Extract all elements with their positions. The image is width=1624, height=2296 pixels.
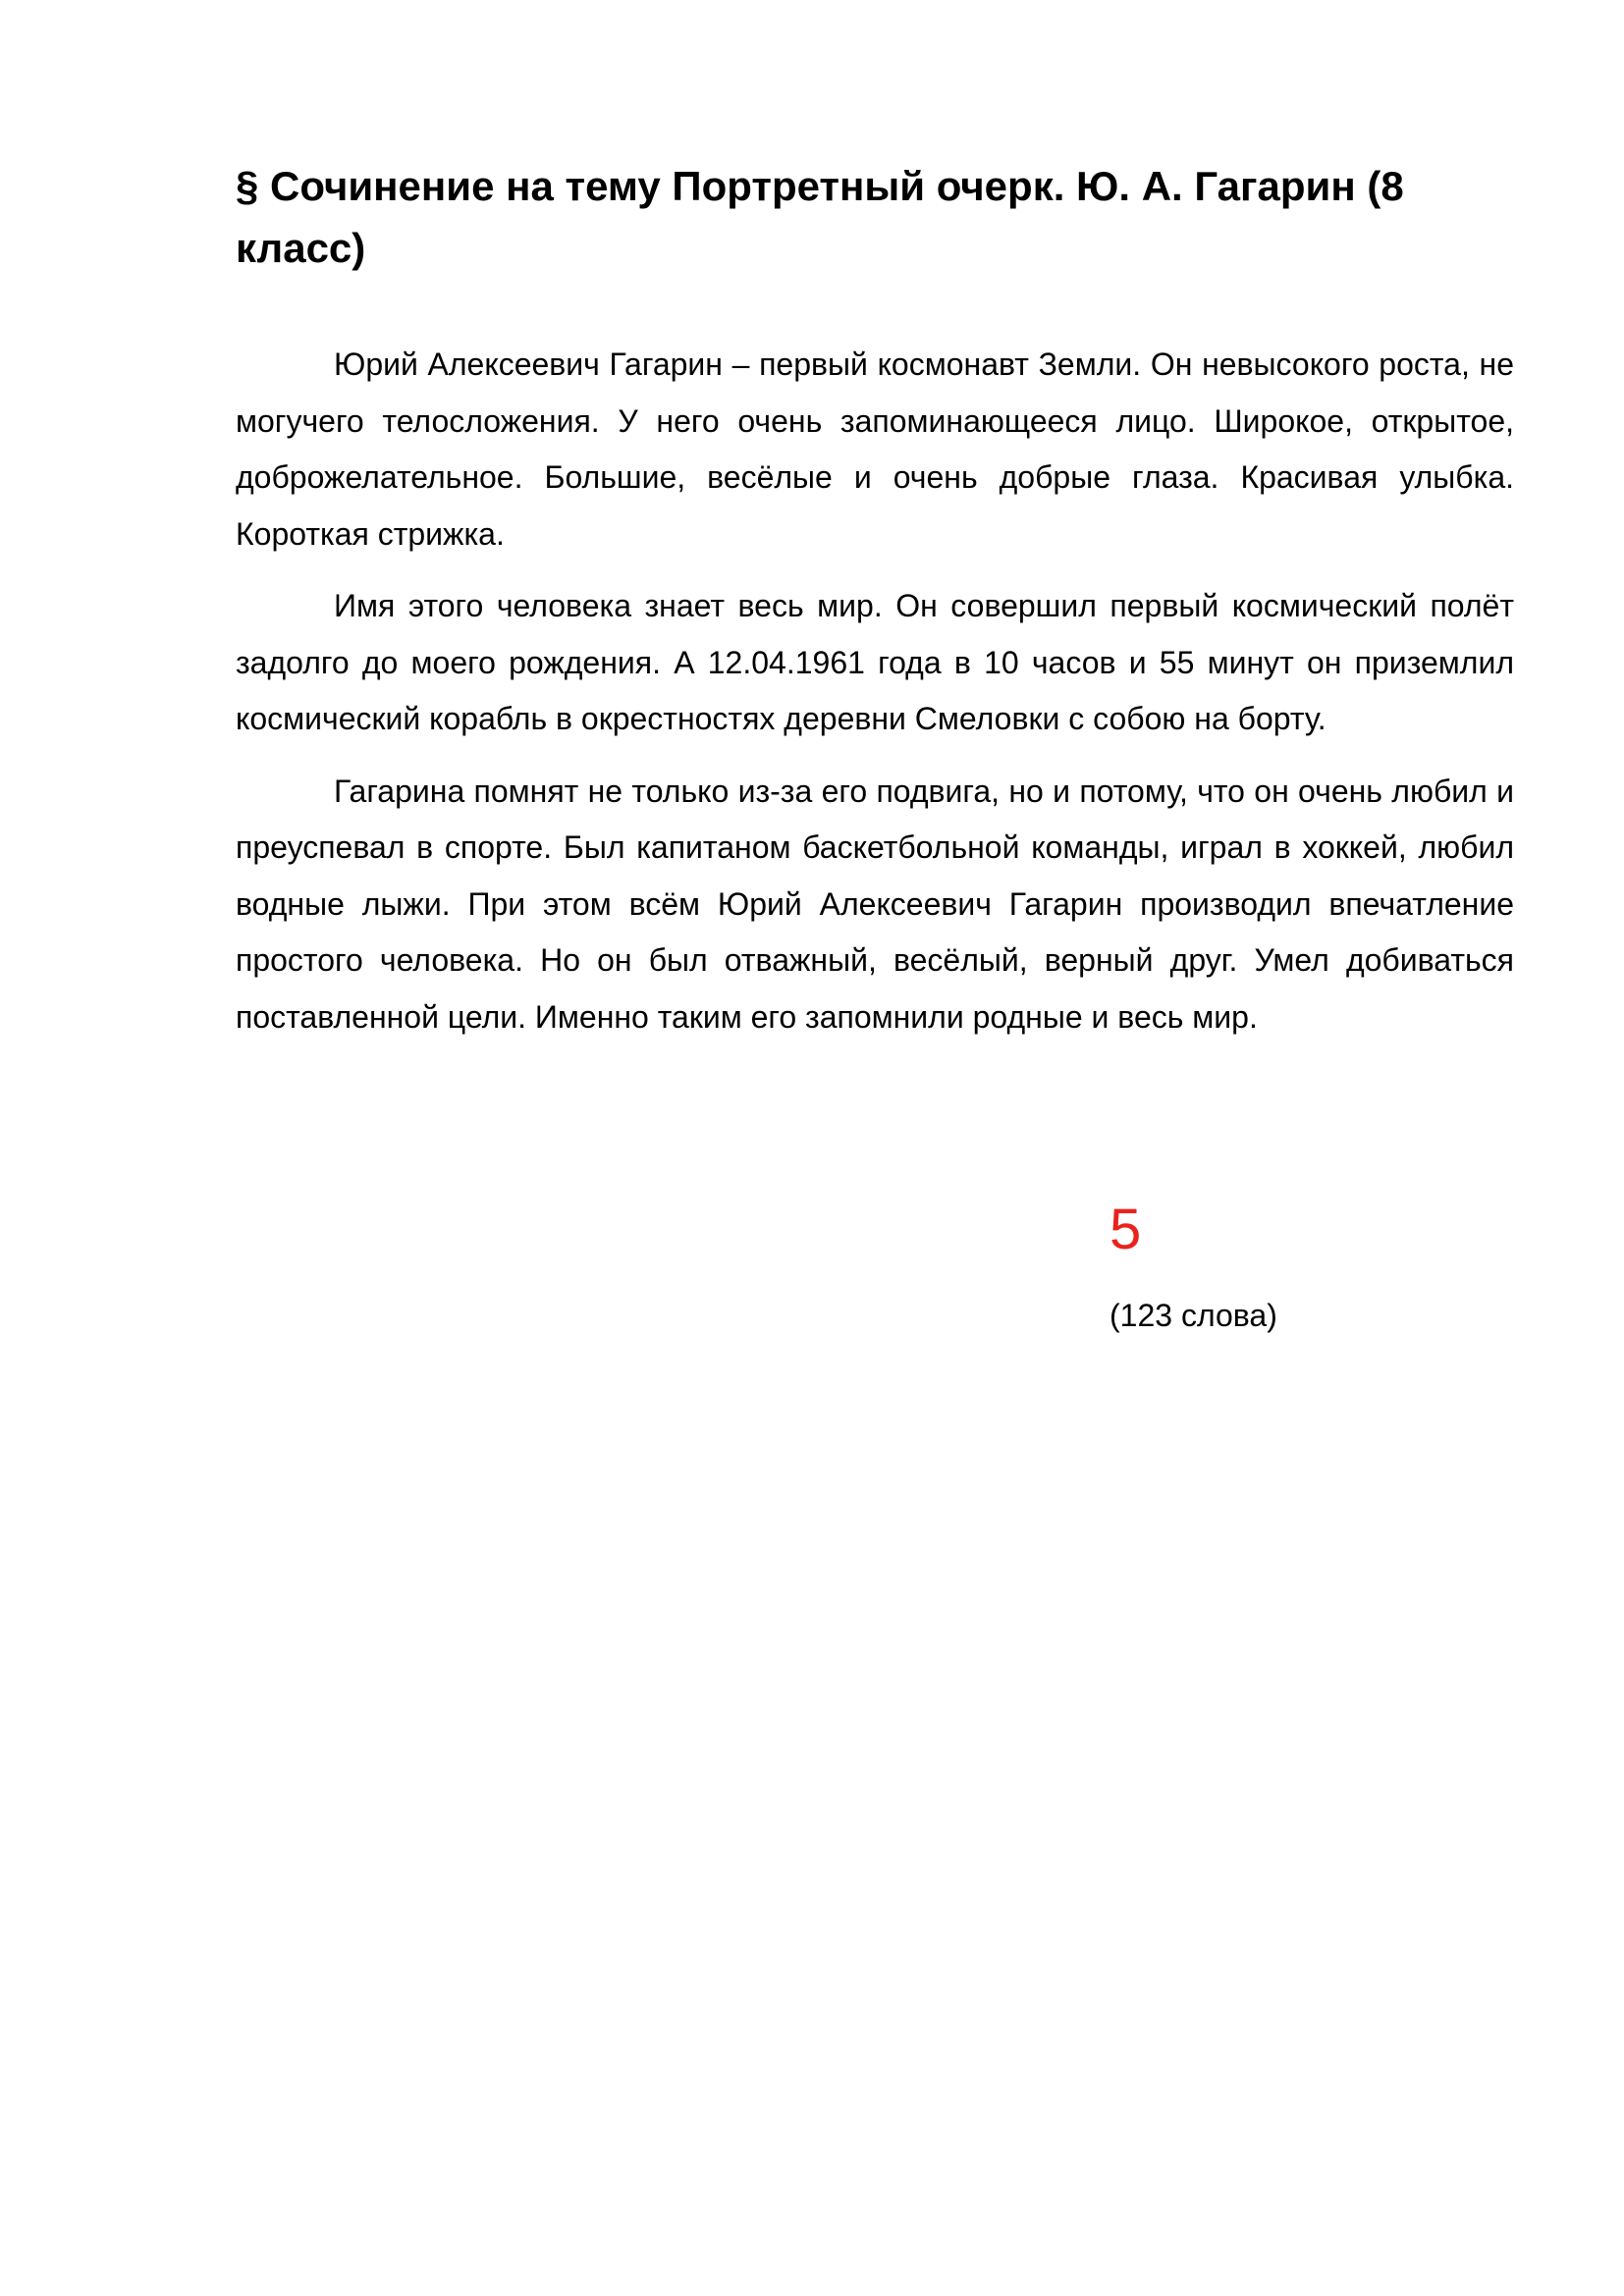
word-count: (123 слова): [1110, 1298, 1277, 1333]
essay-paragraph-1: Юрий Алексеевич Гагарин – первый космонавт Земли. Он невысокого роста, не могучего телосложения. У него очень запоминающееся лицо. Широкое, открытое, доброжелательное. Большие, весёлые и очень добрые глаза. Красивая улыбка. Короткая стрижка.: [236, 347, 1514, 552]
page-title: § Сочинение на тему Портретный очерк. Ю. А. Гагарин (8 класс): [236, 163, 1404, 271]
essay-paragraph-3: Гагарина помнят не только из-за его подвига, но и потому, что он очень любил и преуспевал в спорте. Был капитаном баскетбольной команды, играл в хоккей, любил водные лыжи. При этом всём Юрий Алексеевич Гагарин производил впечатление простого человека. Но он был отважный, весёлый, верный друг. Умел добиваться поставленной цели. Именно таким его запомнили родные и весь мир.: [236, 773, 1514, 1035]
essay-paragraph-2: Имя этого человека знает весь мир. Он совершил первый космический полёт задолго до моего рождения. А 12.04.1961 года в 10 часов и 55 минут он приземлил космический корабль в окрестностях деревни Смеловки с собою на борту.: [236, 588, 1514, 736]
grade-mark: 5: [1110, 1198, 1142, 1261]
essay-body: [236, 337, 1514, 1061]
